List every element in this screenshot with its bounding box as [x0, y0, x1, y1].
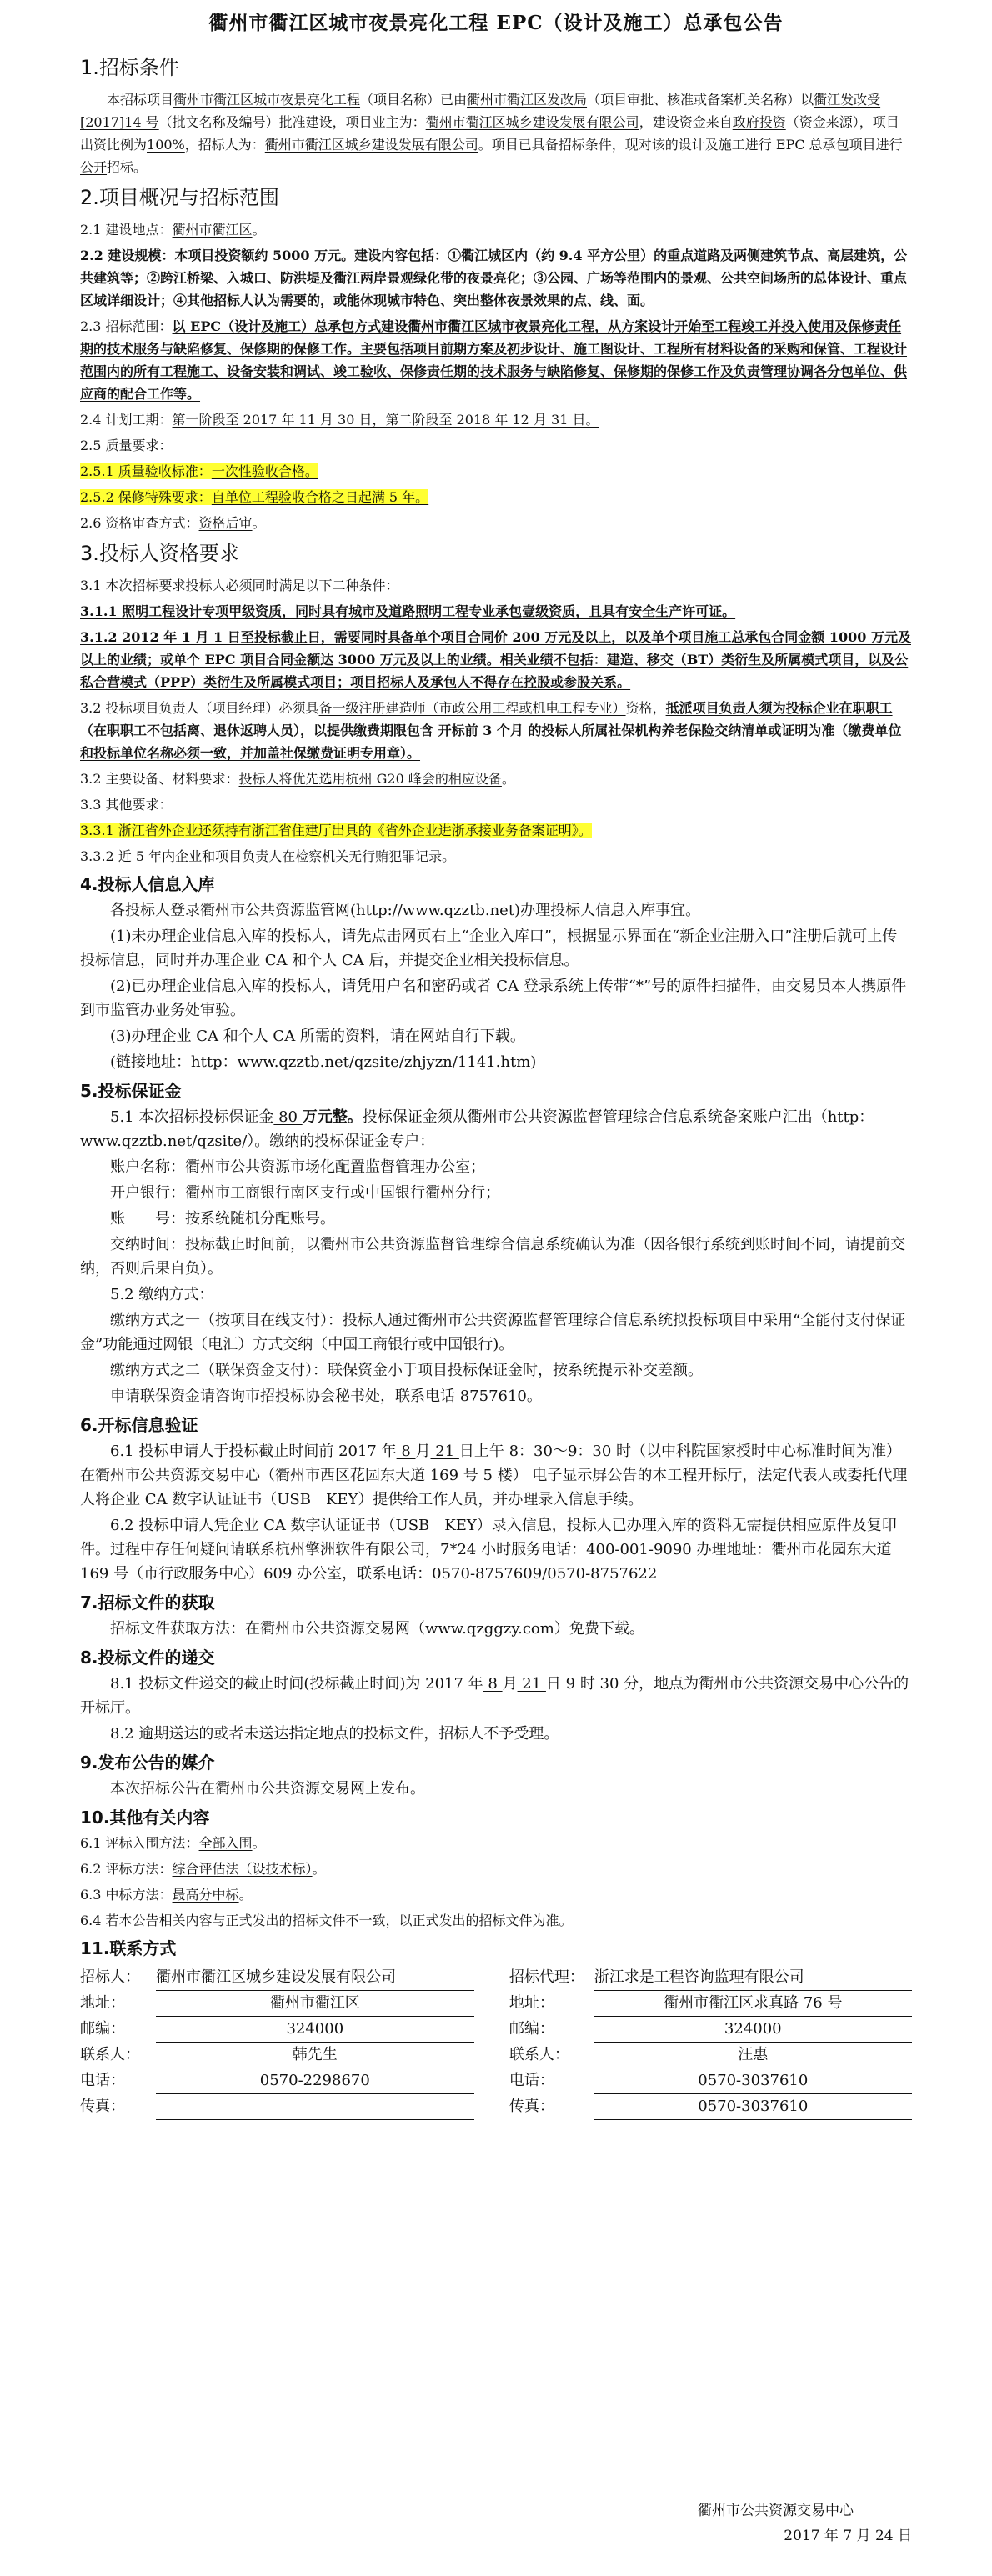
contact-spacer — [474, 1965, 509, 1991]
contact-row — [80, 1991, 912, 2017]
contact-right-value: 324000 — [594, 2017, 912, 2043]
text-run: （项目名称）已由 — [360, 92, 468, 108]
section-1-heading: 1.招标条件 — [80, 56, 179, 79]
text-run: 自单位工程验收合格之日起满 5 年。 — [211, 489, 429, 505]
text-run: 日 9 时 30 分，地点为衢州市公共资源交易中心公告的开标厅。 — [80, 1675, 909, 1717]
section-6-para-1 — [80, 1439, 912, 1512]
contact-spacer — [474, 2068, 509, 2094]
text-run: 3.3.2 近 5 年内企业和项目负责人在检察机关无行贿犯罪记录。 — [80, 848, 456, 864]
text-run: 2.1 建设地点： — [80, 222, 173, 238]
text-run: 5000 — [272, 248, 310, 263]
contact-left-label: 联系人： — [80, 2045, 140, 2063]
list-item — [80, 1909, 912, 1932]
text-run: 3.3 其他要求： — [80, 797, 173, 813]
contact-row — [80, 2068, 912, 2094]
text-run: 80 — [273, 1108, 303, 1126]
text-run: 2.3 招标范围： — [80, 318, 173, 334]
text-run: 100% — [147, 137, 185, 153]
contact-left-label: 招标人： — [80, 1968, 140, 1986]
section-4-para-4: (3)办理企业 CA 和个人 CA 所需的资料，请在网站自行下载。 — [110, 1028, 525, 1045]
section-5-para-1 — [80, 1105, 912, 1153]
contact-right-label: 传真： — [509, 2097, 554, 2115]
text-run: 第一阶段至 2017 年 11 月 30 日，第二阶段至 2018 年 12 月 31 日。 — [172, 412, 599, 428]
section-4-link-text: (链接地址：http：www.qzztb.net/qzsite/zhjyzn/1141.htm) — [110, 1053, 537, 1071]
section-9-heading: 9.发布公告的媒介 — [80, 1753, 215, 1773]
contact-right-value: 浙江求是工程咨询监理有限公司 — [594, 1965, 912, 1991]
section-1-body — [80, 88, 912, 178]
text-run: 日上午 8：30～9：30 时（以中科院国家授时中心标准时间为准）在衢州市公共资源交易中心（衢州市西区花园东大道 169 号 5 楼） 电子显示屏公告的本工程开标厅，法定代表人或委托代理人将企业 CA 数字认证证书（USB KEY）提供给工作人员，并办理录入信息手续。 — [80, 1443, 908, 1508]
contact-left-value: 0570-2298670 — [156, 2068, 473, 2094]
list-item — [80, 315, 912, 405]
payment-contact: 申请联保资金请咨询市招投标协会秘书处，联系电话 8757610。 — [110, 1388, 542, 1405]
text-run: 公开 — [80, 159, 108, 175]
text-run: ，建设资金来自 — [639, 114, 733, 130]
text-run: 3.3.1 浙江省外企业还须持有浙江省住建厅出具的《省外企业进浙承接业务备案证明》。 — [80, 823, 592, 838]
text-run: 3.1.2 2012 年 1 月 1 日至投标截止日，需要同时具备单个项目合同价 200 万元及以上，以及单个项目施工总承包合同金额 1000 万元及以上的业绩；或单个 EPC 项目合同金额达 3000 万元及以上的业绩。相关业绩不包括：建造、移交（BT）类衍生及所属模式项目，以及公私合营模式（PPP）类衍生及所属模式项目；项目招标人及承包人不得存在控股或参股关系。 — [80, 629, 911, 690]
text-run: 。 — [252, 222, 266, 238]
text-run: 。 — [501, 771, 515, 787]
contact-left-label: 电话： — [80, 2071, 125, 2089]
contact-spacer — [474, 2043, 509, 2068]
text-run: 6.2 评标方法： — [80, 1861, 173, 1877]
text-run: 。项目已具备招标条件，现对该的设计及施工进行 EPC 总承包项目进行 — [478, 137, 903, 153]
text-run: （资金来源），项目出资比例为 — [80, 114, 899, 153]
text-run: 。 — [238, 1887, 253, 1903]
text-run: 以 EPC（设计及施工）总承包方式建设衢州市衢江区城市夜景亮化工程，从方案设计开始至工程竣工并投入使用及保修责任期的技术服务与缺陷修复、保修期的保修工作。主要包括项目前期方案及初步设计、施工图设计、工程所有材料设备的采购和保管、工程设计范围内的所有工程施工、设备安装和调试、竣工验收、保修责任期的技术服务与缺陷修复、保修期的保修工作及负责管理协调各分包单位、供应商的配合工作等。 — [80, 318, 908, 402]
section-4-heading: 4.投标人信息入库 — [80, 874, 215, 894]
text-run: 21 — [430, 1443, 459, 1460]
text-run: 最高分中标 — [172, 1887, 239, 1903]
contact-right-label: 电话： — [509, 2071, 554, 2089]
text-run: 一次性验收合格。 — [211, 463, 318, 479]
payment-method-2: 缴纳方式之二（联保资金支付）：联保资金小于项目投标保证金时，按系统提示补交差额。 — [110, 1362, 703, 1379]
list-item — [80, 697, 912, 764]
text-run: （项目审批、核准或备案机关名称）以 — [587, 92, 814, 108]
list-item — [80, 1832, 912, 1854]
contact-right-label: 联系人： — [509, 2045, 569, 2063]
text-run: 。 — [252, 515, 266, 531]
contact-left-value — [156, 2094, 473, 2120]
text-run: 招标。 — [107, 159, 148, 175]
text-run: ，招标人为： — [184, 137, 265, 153]
text-run: 9.4 — [559, 248, 583, 263]
text-run: 21 — [517, 1675, 546, 1693]
contact-left-label: 地址： — [80, 1993, 125, 2012]
text-run: 。 — [312, 1861, 326, 1877]
list-item — [80, 819, 912, 842]
payment-method-1: 缴纳方式之一（按项目在线支付）：投标人通过衢州市公共资源监督管理综合信息系统拟投标项目中采用“全能付支付保证金”功能通过网银（电汇）方式交纳（中国工商银行或中国银行)。 — [80, 1312, 906, 1353]
text-run: 月 — [415, 1443, 431, 1460]
text-run: 衢江发改受[2017]14 号 — [80, 92, 881, 130]
section-8-para-2: 8.2 逾期送达的或者未送达指定地点的投标文件，招标人不予受理。 — [110, 1725, 559, 1743]
text-run: 2.6 资格审查方式： — [80, 515, 199, 531]
text-run: 全部入围 — [198, 1835, 253, 1851]
contact-row — [80, 2094, 912, 2120]
text-run: 。 — [252, 1835, 266, 1851]
text-run: 3.1.1 照明工程设计专项甲级资质，同时具有城市及道路照明工程专业承包壹级资质，且具有安全生产许可证。 — [80, 603, 736, 619]
contact-table — [80, 1965, 912, 2120]
list-item — [80, 600, 912, 623]
section-6-heading: 6.开标信息验证 — [80, 1415, 198, 1435]
section-9-para: 本次招标公告在衢州市公共资源交易网上发布。 — [110, 1780, 425, 1798]
text-run: 综合评估法（设技术标） — [172, 1861, 313, 1877]
text-run: 6.4 若本公告相关内容与正式发出的招标文件不一致，以正式发出的招标文件为准。 — [80, 1913, 573, 1928]
list-item — [80, 574, 912, 597]
contact-right-value: 汪惠 — [594, 2043, 912, 2068]
list-item — [80, 460, 912, 483]
text-run: 衢州市衢江区城市夜景亮化工程 — [173, 92, 361, 108]
contact-left-value: 衢州市衢江区 — [156, 1991, 473, 2017]
text-run: 抵派项目负责人须为投标企业在职职工（在职职工不包括离、退休返聘人员），以提供缴费期限包含 开标前 3 个月 的投标人所属社保机构养老保险交纳清单或证明为准（缴费单位和投标单位名称必须一致，并加盖社保缴费证明专用章）。 — [80, 700, 902, 761]
list-item — [80, 408, 912, 431]
list-item — [80, 512, 912, 534]
list-item — [80, 626, 912, 693]
list-item — [80, 434, 912, 457]
section-8-heading: 8.投标文件的递交 — [80, 1648, 215, 1668]
text-run: 本招标项目 — [107, 92, 174, 108]
section-3-heading: 3.投标人资格要求 — [80, 542, 239, 565]
text-run: 衢州市衢江区发改局 — [467, 92, 588, 108]
footer — [698, 2498, 912, 2548]
account-bank: 开户银行：衢州市工商银行南区支行或中国银行衢州分行； — [110, 1184, 500, 1202]
contact-left-label: 邮编： — [80, 2019, 125, 2038]
text-run: 6.1 投标申请人于投标截止时间前 2017 年 — [110, 1443, 397, 1460]
section-11-heading: 11.联系方式 — [80, 1938, 177, 1958]
list-item — [80, 244, 912, 312]
text-run: 平方公里）的重点道路及两侧建筑节点、高层建筑，公共建筑等；②跨江桥梁、入城口、防洪堤及衢江两岸景观绿化带的夜景亮化；③公园、广场等范围内的景观、公共空间场所的总体设计、重点区域详细设计；④其他招标人认为需要的，或能体现城市特色、突出整体夜景效果的点、线、面。 — [80, 248, 908, 308]
section-5-heading: 5.投标保证金 — [80, 1081, 182, 1101]
text-run: 2.5.2 保修特殊要求： — [80, 489, 212, 505]
text-run: 8 — [396, 1443, 416, 1460]
text-run: 3.2 投标项目负责人（项目经理）必须具 — [80, 700, 319, 716]
contact-left-label: 传真： — [80, 2097, 125, 2115]
section-8-para-1 — [80, 1672, 912, 1720]
text-run: 8 — [483, 1675, 503, 1693]
text-run: 6.1 评标入围方法： — [80, 1835, 199, 1851]
section-7-heading: 7.招标文件的获取 — [80, 1593, 215, 1613]
contact-spacer — [474, 2017, 509, 2043]
footer-org: 衢州市公共资源交易中心 — [698, 2503, 854, 2519]
text-run: 万元。建设内容包括：①衢江城区内（约 — [309, 248, 559, 263]
contact-right-value: 0570-3037610 — [594, 2094, 912, 2120]
section-3-items — [80, 574, 912, 868]
section-10-heading: 10.其他有关内容 — [80, 1808, 210, 1828]
text-run: 8.1 投标文件递交的截止时间(投标截止时间)为 2017 年 — [110, 1675, 483, 1693]
payment-method-heading: 5.2 缴纳方式： — [110, 1286, 214, 1303]
text-run: 5.1 本次招标投标保证金 — [110, 1108, 274, 1126]
footer-date: 2017 年 7 月 24 日 — [784, 2528, 912, 2544]
contact-right-value: 衢州市衢江区求真路 76 号 — [594, 1991, 912, 2017]
contact-left-value: 韩先生 — [156, 2043, 473, 2068]
list-item — [80, 1883, 912, 1906]
text-run: 政府投资 — [732, 114, 786, 130]
contact-right-label: 地址： — [509, 1993, 554, 2012]
list-item — [80, 793, 912, 816]
text-run: 月 — [502, 1675, 518, 1693]
section-7-para: 招标文件获取方法：在衢州市公共资源交易网（www.qzggzy.com）免费下载。 — [110, 1620, 644, 1638]
list-item — [80, 486, 912, 508]
text-run: 衢州市衢江区城乡建设发展有限公司 — [264, 137, 478, 153]
document-title: 衢州市衢江区城市夜景亮化工程 EPC（设计及施工）总承包公告 — [208, 12, 784, 34]
contact-spacer — [474, 1991, 509, 2017]
text-run: 2.4 计划工期： — [80, 412, 173, 428]
section-4-para-1: 各投标人登录衢州市公共资源监管网(http://www.qzztb.net)办理投标人信息入库事宜。 — [110, 902, 701, 919]
text-run: 2.5.1 质量验收标准： — [80, 463, 212, 479]
text-run: 投标保证金须从衢州市公共资源监督管理综合信息系统备案账户汇出（http：www.qzztb.net/qzsite/）。缴纳的投标保证金专户： — [80, 1108, 874, 1150]
text-run: 备一级注册建造师（市政公用工程或机电工程专业） — [318, 700, 626, 716]
text-run: 衢州市衢江区城乡建设发展有限公司 — [425, 114, 639, 130]
list-item — [80, 845, 912, 868]
text-run: 资格， — [625, 700, 666, 716]
text-run: 万元整。 — [302, 1108, 363, 1126]
section-6-para-2: 6.2 投标申请人凭企业 CA 数字认证证书（USB KEY）录入信息，投标人已办理入库的资料无需提供相应原件及复印件。过程中存任何疑问请联系杭州擎洲软件有限公司，7*24 小时服务电话：400-001-9090 办理地址：衢州市花园东大道 169 号（市行政服务中心）609 办公室，联系电话：0570-8757609/0570-8757622 — [80, 1517, 897, 1583]
text-run: 3.2 主要设备、材料要求： — [80, 771, 239, 787]
contact-right-label: 邮编： — [509, 2019, 554, 2038]
section-10-items — [80, 1832, 912, 1932]
text-run: 3.1 本次招标要求投标人必须同时满足以下二种条件： — [80, 578, 399, 593]
list-item — [80, 768, 912, 790]
text-run: 资格后审 — [198, 515, 253, 531]
account-name: 账户名称：衢州市公共资源市场化配置监督管理办公室； — [110, 1158, 485, 1176]
payment-time: 交纳时间：投标截止时间前，以衢州市公共资源监督管理综合信息系统确认为准（因各银行系统到账时间不同，请提前交纳，否则后果自负）。 — [80, 1236, 905, 1278]
contact-right-value: 0570-3037610 — [594, 2068, 912, 2094]
contact-left-value: 衢州市衢江区城乡建设发展有限公司 — [156, 1965, 473, 1991]
list-item — [80, 1858, 912, 1880]
text-run: 衢州市衢江区 — [172, 222, 253, 238]
contact-row — [80, 1965, 912, 1991]
text-run: （批文名称及编号）批准建设，项目业主为： — [158, 114, 426, 130]
contact-row — [80, 2043, 912, 2068]
text-run: 投标人将优先选用杭州 G20 峰会的相应设备 — [238, 771, 502, 787]
contact-spacer — [474, 2094, 509, 2120]
contact-row — [80, 2017, 912, 2043]
account-number: 账 号：按系统随机分配账号。 — [110, 1210, 335, 1228]
section-2-heading: 2.项目概况与招标范围 — [80, 186, 279, 209]
contact-left-value: 324000 — [156, 2017, 473, 2043]
text-run: 2.5 质量要求： — [80, 438, 173, 453]
section-4-para-3: (2)已办理企业信息入库的投标人，请凭用户名和密码或者 CA 登录系统上传带“*”号的原件扫描件，由交易员本人携原件到市监管办业务处审验。 — [80, 978, 907, 1019]
section-4-para-2: (1)未办理企业信息入库的投标人，请先点击网页右上“企业入库口”，根据显示界面在“新企业注册入口”注册后就可上传投标信息，同时并办理企业 CA 和个人 CA 后，并提交企业相关投标信息。 — [80, 928, 898, 969]
section-2-items — [80, 218, 912, 534]
contact-right-label: 招标代理： — [509, 1968, 584, 1986]
list-item — [80, 218, 912, 241]
text-run: 6.3 中标方法： — [80, 1887, 173, 1903]
text-run: 2.2 建设规模：本项目投资额约 — [80, 248, 273, 263]
